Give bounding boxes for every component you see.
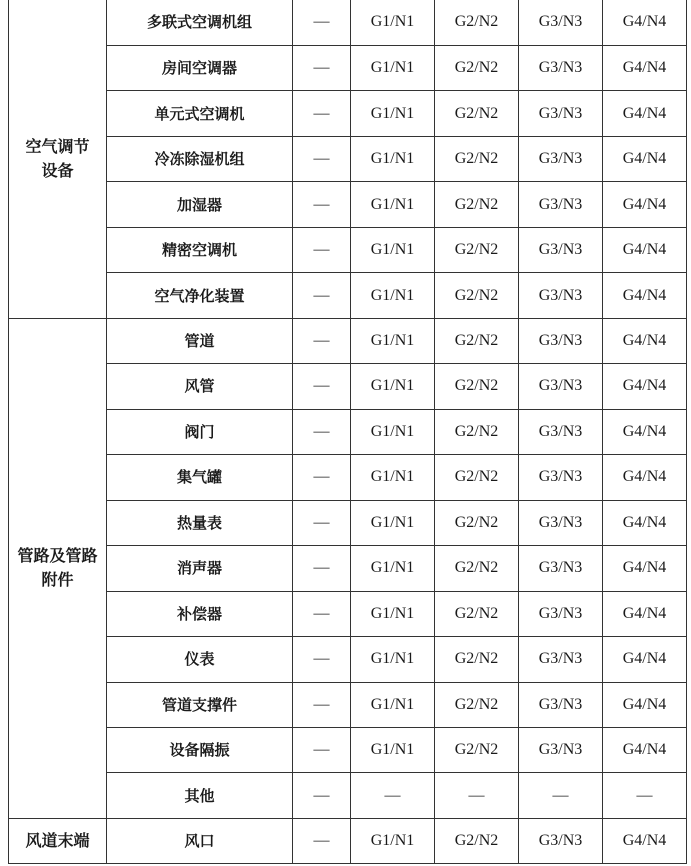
item-name-cell: 热量表 xyxy=(107,500,293,545)
grade-g3-cell: G3/N3 xyxy=(519,591,603,636)
grade-g3-cell: — xyxy=(519,773,603,818)
grade-g1-cell: G1/N1 xyxy=(351,91,435,136)
dash-cell: — xyxy=(293,318,351,363)
table-row xyxy=(9,500,687,545)
grade-g3-cell: G3/N3 xyxy=(519,0,603,45)
grade-g4-cell: G4/N4 xyxy=(603,455,687,500)
item-name-cell: 风口 xyxy=(107,818,293,863)
dash-cell: — xyxy=(293,546,351,591)
grade-g4-cell: — xyxy=(603,773,687,818)
item-name-cell: 精密空调机 xyxy=(107,227,293,272)
grade-g1-cell: G1/N1 xyxy=(351,682,435,727)
grade-g1-cell: G1/N1 xyxy=(351,182,435,227)
group-name-cell: 管路及管路 附件 xyxy=(9,318,107,818)
item-name-cell: 其他 xyxy=(107,773,293,818)
grade-g2-cell: G2/N2 xyxy=(435,45,519,90)
grade-g2-cell: G2/N2 xyxy=(435,546,519,591)
grade-g4-cell: G4/N4 xyxy=(603,682,687,727)
dash-cell: — xyxy=(293,455,351,500)
grade-g4-cell: G4/N4 xyxy=(603,500,687,545)
table-row xyxy=(9,728,687,773)
grade-g4-cell: G4/N4 xyxy=(603,273,687,318)
dash-cell: — xyxy=(293,136,351,181)
grade-g2-cell: G2/N2 xyxy=(435,682,519,727)
grade-g4-cell: G4/N4 xyxy=(603,45,687,90)
dash-cell: — xyxy=(293,182,351,227)
grade-g1-cell: G1/N1 xyxy=(351,318,435,363)
grade-g1-cell: G1/N1 xyxy=(351,455,435,500)
grade-g3-cell: G3/N3 xyxy=(519,409,603,454)
grade-g1-cell: G1/N1 xyxy=(351,546,435,591)
group-name-cell: 空气调节 设备 xyxy=(9,0,107,318)
grade-g1-cell: G1/N1 xyxy=(351,637,435,682)
grade-g4-cell: G4/N4 xyxy=(603,0,687,45)
grade-g3-cell: G3/N3 xyxy=(519,182,603,227)
grade-g1-cell: G1/N1 xyxy=(351,500,435,545)
item-name-cell: 冷冻除湿机组 xyxy=(107,136,293,181)
grade-g4-cell: G4/N4 xyxy=(603,364,687,409)
grade-g1-cell: G1/N1 xyxy=(351,45,435,90)
grade-g4-cell: G4/N4 xyxy=(603,637,687,682)
table-row xyxy=(9,136,687,181)
table-row xyxy=(9,182,687,227)
grade-g3-cell: G3/N3 xyxy=(519,455,603,500)
item-name-cell: 房间空调器 xyxy=(107,45,293,90)
grade-g3-cell: G3/N3 xyxy=(519,728,603,773)
grade-g4-cell: G4/N4 xyxy=(603,409,687,454)
grade-g2-cell: G2/N2 xyxy=(435,136,519,181)
grade-g3-cell: G3/N3 xyxy=(519,318,603,363)
grade-g1-cell: G1/N1 xyxy=(351,364,435,409)
grade-g2-cell: G2/N2 xyxy=(435,318,519,363)
dash-cell: — xyxy=(293,682,351,727)
grade-g2-cell: G2/N2 xyxy=(435,182,519,227)
table-row xyxy=(9,91,687,136)
dash-cell: — xyxy=(293,637,351,682)
grade-g1-cell: G1/N1 xyxy=(351,0,435,45)
grade-g3-cell: G3/N3 xyxy=(519,136,603,181)
dash-cell: — xyxy=(293,773,351,818)
grade-g2-cell: G2/N2 xyxy=(435,0,519,45)
item-name-cell: 单元式空调机 xyxy=(107,91,293,136)
table-row xyxy=(9,409,687,454)
dash-cell: — xyxy=(293,409,351,454)
dash-cell: — xyxy=(293,227,351,272)
item-name-cell: 集气罐 xyxy=(107,455,293,500)
dash-cell: — xyxy=(293,364,351,409)
table-row xyxy=(9,773,687,818)
dash-cell: — xyxy=(293,0,351,45)
grade-g1-cell: G1/N1 xyxy=(351,409,435,454)
grade-g1-cell: G1/N1 xyxy=(351,227,435,272)
table-row xyxy=(9,364,687,409)
grade-g1-cell: G1/N1 xyxy=(351,818,435,863)
grade-g4-cell: G4/N4 xyxy=(603,182,687,227)
item-name-cell: 阀门 xyxy=(107,409,293,454)
table-row xyxy=(9,45,687,90)
grade-g3-cell: G3/N3 xyxy=(519,91,603,136)
table-row xyxy=(9,273,687,318)
item-name-cell: 风管 xyxy=(107,364,293,409)
grade-g3-cell: G3/N3 xyxy=(519,682,603,727)
grade-g2-cell: G2/N2 xyxy=(435,591,519,636)
dash-cell: — xyxy=(293,273,351,318)
grade-g2-cell: G2/N2 xyxy=(435,455,519,500)
grade-g2-cell: G2/N2 xyxy=(435,818,519,863)
dash-cell: — xyxy=(293,500,351,545)
grade-g1-cell: G1/N1 xyxy=(351,273,435,318)
table-row xyxy=(9,227,687,272)
grade-g2-cell: G2/N2 xyxy=(435,91,519,136)
item-name-cell: 消声器 xyxy=(107,546,293,591)
grade-g3-cell: G3/N3 xyxy=(519,45,603,90)
table-row xyxy=(9,818,687,863)
grade-g4-cell: G4/N4 xyxy=(603,318,687,363)
grade-g3-cell: G3/N3 xyxy=(519,546,603,591)
dash-cell: — xyxy=(293,91,351,136)
dash-cell: — xyxy=(293,591,351,636)
dash-cell: — xyxy=(293,728,351,773)
grade-g1-cell: — xyxy=(351,773,435,818)
grade-g2-cell: — xyxy=(435,773,519,818)
table-row xyxy=(9,546,687,591)
table-row xyxy=(9,637,687,682)
table-row xyxy=(9,682,687,727)
grade-g3-cell: G3/N3 xyxy=(519,364,603,409)
table-row xyxy=(9,455,687,500)
dash-cell: — xyxy=(293,818,351,863)
item-name-cell: 多联式空调机组 xyxy=(107,0,293,45)
table-body xyxy=(9,0,687,864)
grade-g4-cell: G4/N4 xyxy=(603,91,687,136)
item-name-cell: 空气净化装置 xyxy=(107,273,293,318)
grade-g4-cell: G4/N4 xyxy=(603,546,687,591)
grade-g3-cell: G3/N3 xyxy=(519,273,603,318)
grade-g2-cell: G2/N2 xyxy=(435,364,519,409)
table-row xyxy=(9,318,687,363)
item-name-cell: 仪表 xyxy=(107,637,293,682)
grade-g2-cell: G2/N2 xyxy=(435,227,519,272)
item-name-cell: 补偿器 xyxy=(107,591,293,636)
grade-g2-cell: G2/N2 xyxy=(435,500,519,545)
grade-g3-cell: G3/N3 xyxy=(519,500,603,545)
classification-table xyxy=(8,0,687,864)
item-name-cell: 管道 xyxy=(107,318,293,363)
item-name-cell: 加湿器 xyxy=(107,182,293,227)
grade-g2-cell: G2/N2 xyxy=(435,273,519,318)
grade-g4-cell: G4/N4 xyxy=(603,136,687,181)
grade-g1-cell: G1/N1 xyxy=(351,591,435,636)
grade-g4-cell: G4/N4 xyxy=(603,728,687,773)
item-name-cell: 管道支撑件 xyxy=(107,682,293,727)
grade-g4-cell: G4/N4 xyxy=(603,818,687,863)
grade-g1-cell: G1/N1 xyxy=(351,136,435,181)
item-name-cell: 设备隔振 xyxy=(107,728,293,773)
grade-g3-cell: G3/N3 xyxy=(519,227,603,272)
grade-g4-cell: G4/N4 xyxy=(603,227,687,272)
grade-g2-cell: G2/N2 xyxy=(435,728,519,773)
grade-g3-cell: G3/N3 xyxy=(519,818,603,863)
dash-cell: — xyxy=(293,45,351,90)
grade-g1-cell: G1/N1 xyxy=(351,728,435,773)
group-name-cell: 风道末端 xyxy=(9,818,107,863)
table-row xyxy=(9,591,687,636)
grade-g2-cell: G2/N2 xyxy=(435,637,519,682)
grade-g3-cell: G3/N3 xyxy=(519,637,603,682)
table-row xyxy=(9,0,687,45)
grade-g2-cell: G2/N2 xyxy=(435,409,519,454)
grade-g4-cell: G4/N4 xyxy=(603,591,687,636)
